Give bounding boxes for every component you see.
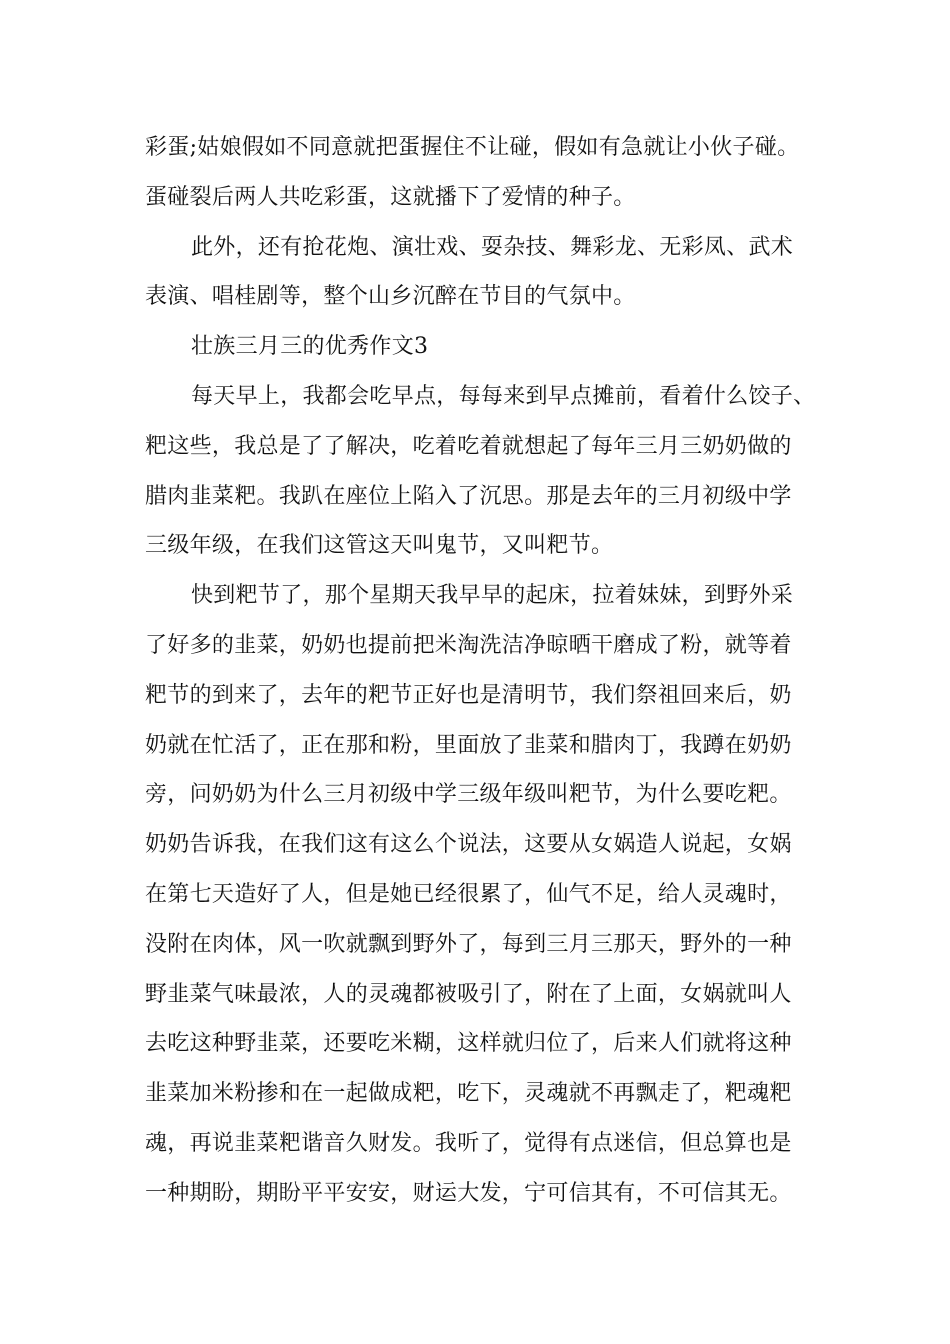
text-line-8: 腊肉韭菜粑。我趴在座位上陷入了沉思。那是去年的三月初级中学 [145,483,792,509]
text-line-15: 奶奶告诉我，在我们这有这么个说法，这要从女娲造人说起，女娲 [145,832,792,858]
text-line-6: 每天早上，我都会吃早点，每每来到早点摊前，看着什么饺子、 [191,383,816,409]
document-body [145,128,816,1224]
section-heading: 壮族三月三的优秀作文3 [191,334,429,360]
text-line-18: 野韭菜气味最浓，人的灵魂都被吸引了，附在了上面，女娲就叫人 [145,981,792,1007]
text-line-14: 旁，问奶奶为什么三月初级中学三级年级叫粑节，为什么要吃粑。 [145,782,792,808]
text-line-19: 去吃这种野韭菜，还要吃米糊，这样就归位了，后来人们就将这种 [145,1031,792,1057]
text-line-2: 蛋碰裂后两人共吃彩蛋，这就播下了爱情的种子。 [145,184,636,210]
text-line-4: 表演、唱桂剧等，整个山乡沉醉在节目的气氛中。 [145,284,636,310]
text-line-22: 一种期盼，期盼平平安安，财运大发，宁可信其有，不可信其无。 [145,1180,792,1206]
text-line-21: 魂，再说韭菜粑谐音久财发。我听了，觉得有点迷信，但总算也是 [145,1130,792,1156]
text-line-1: 彩蛋;姑娘假如不同意就把蛋握住不让碰，假如有急就让小伙子碰。 [145,135,800,160]
text-line-7: 粑这些，我总是了了解决，吃着吃着就想起了每年三月三奶奶做的 [145,433,792,459]
text-line-9: 三级年级，在我们这管这天叫鬼节，又叫粑节。 [145,533,614,559]
text-line-20: 韭菜加米粉掺和在一起做成粑，吃下，灵魂就不再飘走了，粑魂粑 [145,1081,792,1107]
text-line-11: 了好多的韭菜，奶奶也提前把米淘洗洁净晾晒干磨成了粉，就等着 [145,632,792,658]
text-line-3: 此外，还有抢花炮、演壮戏、耍杂技、舞彩龙、无彩凤、武术 [191,234,794,260]
text-line-12: 粑节的到来了，去年的粑节正好也是清明节，我们祭祖回来后，奶 [145,682,792,708]
text-line-10: 快到粑节了，那个星期天我早早的起床，拉着妹妹，到野外采 [191,583,794,609]
text-line-13: 奶就在忙活了，正在那和粉，里面放了韭菜和腊肉丁，我蹲在奶奶 [145,732,792,758]
text-line-16: 在第七天造好了人，但是她已经很累了，仙气不足，给人灵魂时， [145,881,792,907]
text-line-17: 没附在肉体，风一吹就飘到野外了，每到三月三那天，野外的一种 [145,931,792,957]
